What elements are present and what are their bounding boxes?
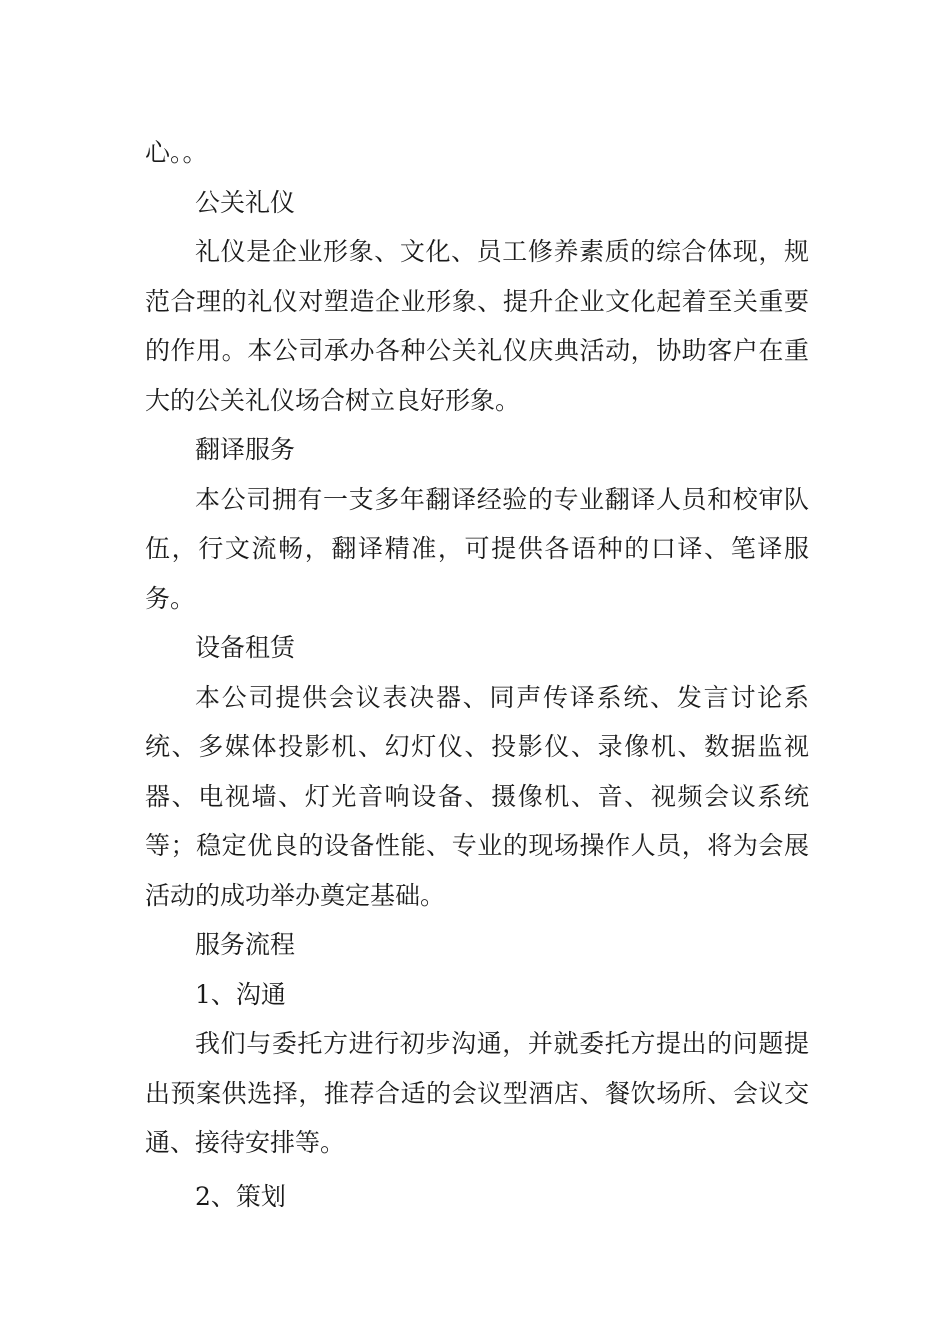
section-heading-translation: 翻译服务 — [195, 435, 296, 464]
paragraph-continuation: 心。。 — [145, 138, 208, 167]
document-page — [145, 128, 809, 1221]
paragraph-public-relations: 礼仪是企业形象、文化、员工修养素质的综合体现，规范合理的礼仪对塑造企业形象、提升企业文化起着至关重要的作用。本公司承办各种公关礼仪庆典活动，协助客户在重大的公关礼仪场合树立良好形象。 — [145, 237, 809, 415]
paragraph-communication: 我们与委托方进行初步沟通，并就委托方提出的问题提出预案供选择，推荐合适的会议型酒店、餐饮场所、会议交通、接待安排等。 — [145, 1029, 809, 1157]
section-heading-process: 服务流程 — [195, 930, 296, 959]
section-heading-public-relations: 公关礼仪 — [195, 187, 296, 217]
paragraph-equipment: 本公司提供会议表决器、同声传译系统、发言讨论系统、多媒体投影机、幻灯仪、投影仪、录像机、数据监视器、电视墙、灯光音响设备、摄像机、音、视频会议系统等；稳定优良的设备性能、专业的现场操作人员，将为会展活动的成功举办奠定基础。 — [145, 682, 809, 910]
section-heading-equipment: 设备租赁 — [195, 633, 296, 662]
step-heading-communication: 1、沟通 — [195, 979, 286, 1009]
paragraph-translation: 本公司拥有一支多年翻译经验的专业翻译人员和校审队伍，行文流畅，翻译精准，可提供各语种的口译、笔译服务。 — [145, 484, 809, 613]
step-heading-planning: 2、策划 — [195, 1181, 286, 1211]
